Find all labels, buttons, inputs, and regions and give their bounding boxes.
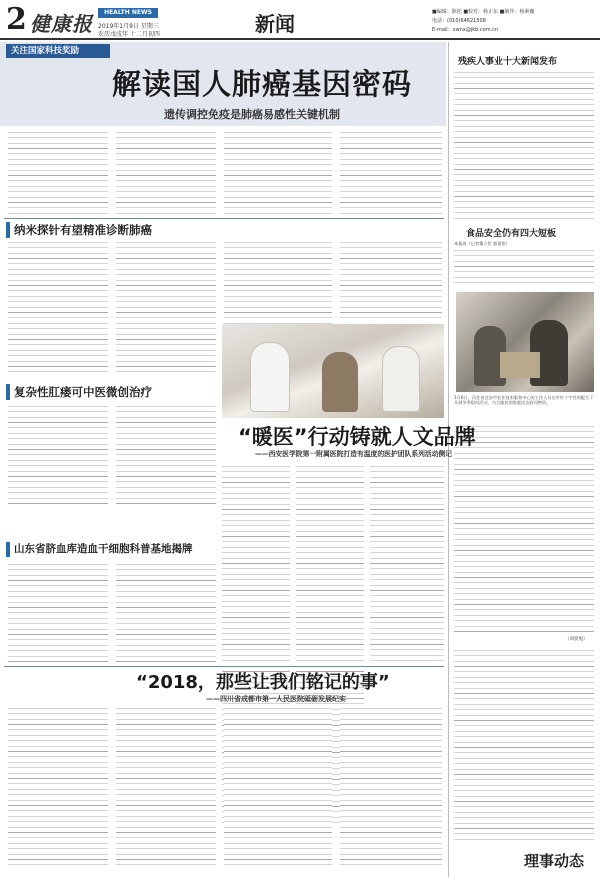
lunar-date: 农历戊戌年 十二月初四 — [98, 31, 160, 38]
article3-body-col2 — [116, 404, 216, 508]
right-author: 本报讯（记者董立臣 郭嘉怡） — [454, 241, 510, 246]
article3-headline: 复杂性肛瘘可中医微创治疗 — [6, 384, 152, 400]
lead-subheadline: 遗传调控免疫是肺癌易感性关键机制 — [164, 108, 340, 121]
feature-photo-person-2 — [322, 352, 358, 412]
feature-photo — [222, 324, 444, 418]
column-label: 关注国家科技奖励 — [6, 44, 110, 58]
feature2-body-col3 — [224, 706, 332, 866]
feature-body-col3 — [370, 464, 444, 664]
email: E-mail：xwnx@jkb.com.cn — [432, 27, 499, 33]
news-photo — [456, 292, 594, 392]
lead-headline: 解读国人肺癌基因密码 — [112, 67, 413, 101]
article4-headline: 山东省脐血库造血干细胞科普基地揭牌 — [6, 542, 193, 557]
page-number: 2 — [6, 2, 27, 37]
feature-subheadline: ——西安医学院第一附属医院打造有温度的医护团队系列活动侧记 — [255, 450, 453, 458]
lead-body-col2 — [116, 130, 216, 216]
masthead — [0, 0, 600, 38]
right-body-4 — [454, 648, 594, 840]
phone: 电话：(010)64621508 — [432, 18, 486, 24]
feature2-body-col1 — [8, 706, 108, 866]
right-col-rule — [448, 42, 449, 877]
right-body-1 — [454, 70, 594, 220]
right-title-2: 食品安全仍有四大短板 — [466, 229, 557, 239]
lead-body-col1 — [8, 130, 108, 216]
right-title-1: 残疾人事业十大新闻发布 — [458, 57, 558, 67]
brand-en: HEALTH NEWS — [98, 8, 158, 18]
lead-body-col4 — [340, 130, 442, 216]
feature2-headline: “2018，那些让我们铭记的事” — [136, 672, 390, 693]
right-title-3: 理事动态 — [524, 852, 585, 870]
right-signature: （刘晨旭） — [565, 637, 588, 642]
feature2-subheadline: ——四川省成都市第一人民医院砥砺发展纪实 — [206, 695, 346, 703]
photo-caption: 1月6日，河北省迁安市农业技术服务中心的工作人员在市红十字会的配合下开展冬季慰问活动，为当地贫困家庭送去慰问物资。 — [454, 395, 594, 406]
section-name: 新闻 — [255, 12, 295, 36]
editor-credits: ■编辑：陈松 ■校对：杨正东 ■制作：杨素巍 — [432, 9, 535, 15]
article2-body-col4 — [340, 240, 442, 322]
issue-date: 2019年1月9日 星期三 — [98, 23, 159, 30]
article2-rule — [4, 218, 444, 219]
feature-headline: “暖医”行动铸就人文品牌 — [238, 425, 476, 449]
article3-body-col1 — [8, 404, 108, 508]
article4-body-col1 — [8, 562, 108, 662]
brand-logo: 健康报 — [30, 12, 93, 36]
header-rule — [0, 38, 600, 40]
feature2-rule — [4, 666, 444, 667]
right-body-3 — [454, 424, 594, 634]
article2-body-col1 — [8, 240, 108, 375]
feature2-body-col2 — [116, 706, 216, 866]
article2-headline: 纳米探针有望精准诊断肺癌 — [6, 222, 152, 238]
feature-photo-person-1 — [250, 342, 290, 412]
photo-box — [500, 352, 540, 378]
article2-body-col2 — [116, 240, 216, 375]
lead-body-col3 — [224, 130, 332, 216]
feature2-body-col4 — [340, 706, 442, 866]
article4-body-col2 — [116, 562, 216, 662]
right-body-2 — [454, 248, 594, 288]
feature-photo-person-3 — [382, 346, 420, 412]
